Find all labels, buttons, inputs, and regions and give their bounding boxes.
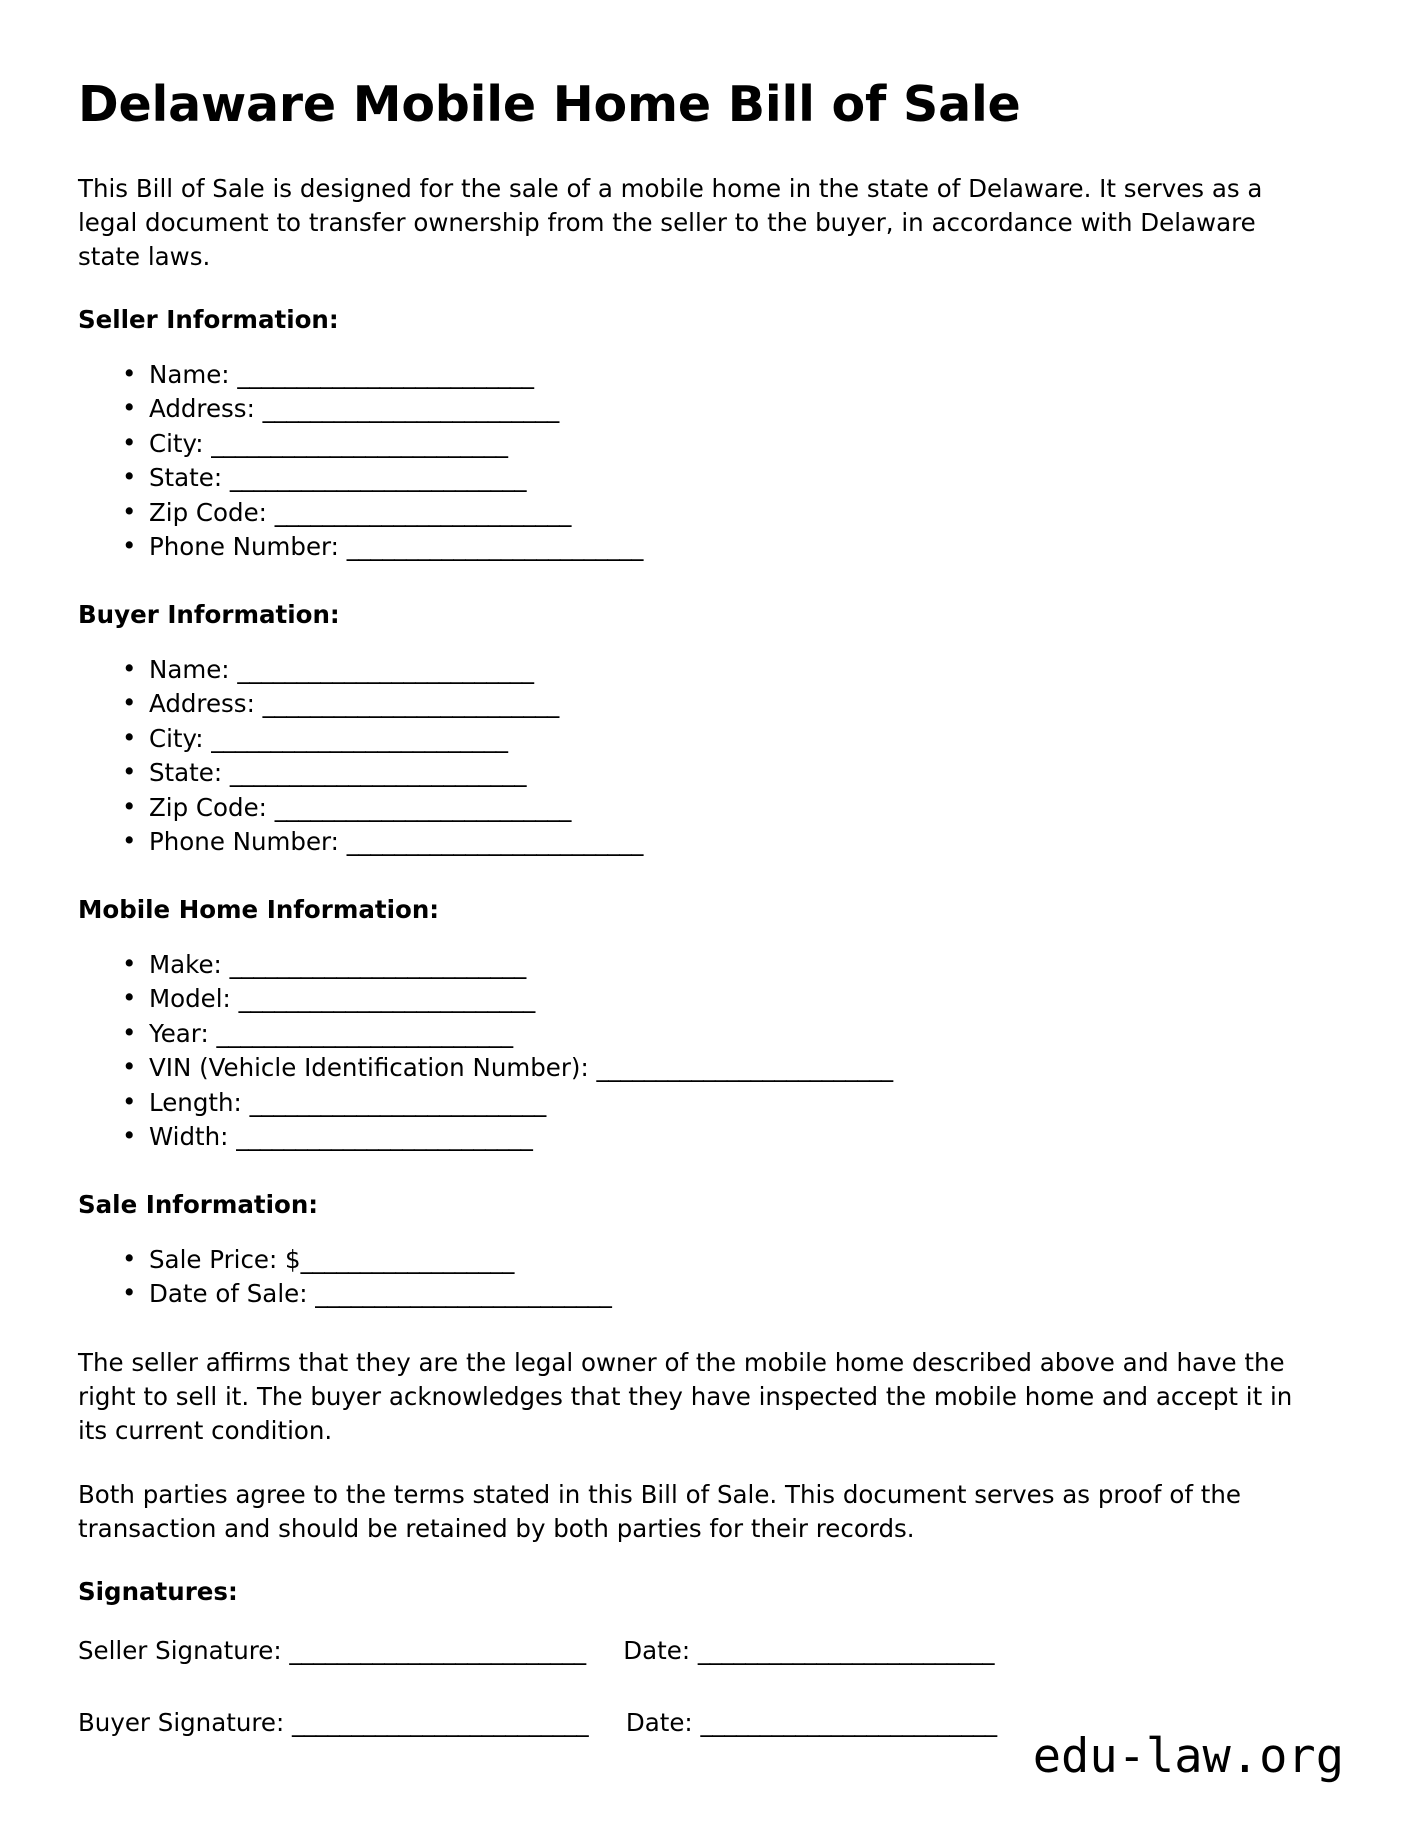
field-blank[interactable]: _________________________ bbox=[274, 792, 571, 822]
field-row bbox=[122, 530, 1308, 565]
mobile-home-field-list bbox=[78, 948, 1308, 1155]
field-label: Width: bbox=[149, 1122, 229, 1152]
field-blank[interactable]: _________________________ bbox=[346, 827, 643, 857]
field-label: State: bbox=[149, 758, 223, 788]
field-blank[interactable]: _________________________ bbox=[229, 758, 527, 788]
buyer-signature-label: Buyer Signature: bbox=[78, 1707, 285, 1737]
field-blank[interactable]: _________________________ bbox=[238, 984, 535, 1014]
field-row bbox=[122, 496, 1308, 531]
field-blank[interactable]: _________________________ bbox=[596, 1053, 893, 1083]
field-row bbox=[122, 392, 1308, 427]
field-blank[interactable]: _________________________ bbox=[229, 949, 526, 979]
field-blank[interactable]: _________________________ bbox=[346, 532, 643, 562]
signatures-heading: Signatures: bbox=[78, 1576, 238, 1606]
field-row bbox=[122, 1051, 1308, 1086]
field-label: Address: bbox=[149, 689, 255, 719]
field-label: City: bbox=[149, 428, 204, 458]
signature-block bbox=[78, 1634, 1308, 1740]
field-blank[interactable]: __________________ bbox=[300, 1244, 514, 1274]
field-row bbox=[122, 358, 1308, 393]
field-row bbox=[122, 722, 1308, 757]
seller-information-heading: Seller Information: bbox=[78, 304, 339, 334]
seller-affirmation-paragraph: The seller affirms that they are the legal owner of the mobile home described above and have the right to sell it. The buyer acknowledges that they have inspected the mobile home and accept it in its current condition. bbox=[78, 1347, 1293, 1445]
field-row bbox=[122, 1277, 1308, 1312]
field-blank[interactable]: _________________________ bbox=[211, 723, 508, 753]
mobile-home-information-heading: Mobile Home Information: bbox=[78, 894, 440, 924]
field-row bbox=[122, 1120, 1308, 1155]
field-row bbox=[122, 982, 1308, 1017]
seller-signature-label: Seller Signature: bbox=[78, 1635, 282, 1665]
field-label: Sale Price: $ bbox=[149, 1244, 301, 1274]
field-label: State: bbox=[149, 463, 223, 493]
field-row bbox=[122, 1017, 1308, 1052]
field-blank[interactable]: _________________________ bbox=[229, 463, 527, 493]
field-label: Address: bbox=[149, 394, 255, 424]
intro-paragraph: This Bill of Sale is designed for the sale of a mobile home in the state of Delaware. It serves as a legal document to transfer ownership from the seller to the buyer, in accordance with Delaware state laws. bbox=[78, 173, 1263, 271]
field-blank[interactable]: _________________________ bbox=[236, 1122, 533, 1152]
field-label: Zip Code: bbox=[149, 792, 267, 822]
field-blank[interactable]: _________________________ bbox=[237, 359, 534, 389]
field-blank[interactable]: _________________________ bbox=[315, 1279, 612, 1309]
page-title: Delaware Mobile Home Bill of Sale bbox=[78, 76, 1021, 133]
field-row bbox=[122, 653, 1308, 688]
field-label: Phone Number: bbox=[149, 827, 339, 857]
field-blank[interactable]: _________________________ bbox=[262, 394, 559, 424]
buyer-information-heading: Buyer Information: bbox=[78, 599, 340, 629]
buyer-field-list bbox=[78, 653, 1308, 860]
seller-field-list bbox=[78, 358, 1308, 565]
field-label: Phone Number: bbox=[149, 532, 339, 562]
field-row bbox=[122, 1086, 1308, 1121]
field-row bbox=[122, 756, 1308, 791]
field-row bbox=[122, 427, 1308, 462]
field-blank[interactable]: _________________________ bbox=[274, 497, 571, 527]
seller-date-blank[interactable]: _________________________ bbox=[697, 1635, 995, 1665]
field-label: Year: bbox=[149, 1018, 209, 1048]
field-blank[interactable]: _________________________ bbox=[262, 689, 559, 719]
field-row bbox=[122, 687, 1308, 722]
sale-information-heading: Sale Information: bbox=[78, 1189, 319, 1219]
field-label: Zip Code: bbox=[149, 497, 267, 527]
sale-field-list bbox=[78, 1243, 1308, 1312]
seller-date-label: Date: bbox=[623, 1635, 691, 1665]
buyer-date-label: Date: bbox=[625, 1707, 693, 1737]
field-label: City: bbox=[149, 723, 204, 753]
field-blank[interactable]: _________________________ bbox=[211, 428, 508, 458]
site-watermark: edu-law.org bbox=[1032, 1729, 1344, 1784]
field-blank[interactable]: _________________________ bbox=[249, 1087, 546, 1117]
field-row bbox=[122, 825, 1308, 860]
field-label: Make: bbox=[149, 949, 222, 979]
field-row bbox=[122, 1243, 1308, 1278]
seller-signature-row bbox=[78, 1634, 1308, 1668]
field-label: Date of Sale: bbox=[149, 1279, 308, 1309]
field-row bbox=[122, 948, 1308, 983]
field-blank[interactable]: _________________________ bbox=[216, 1018, 513, 1048]
field-label: Length: bbox=[149, 1087, 242, 1117]
field-label: VIN (Vehicle Identification Number): bbox=[149, 1053, 589, 1083]
buyer-date-blank[interactable]: _________________________ bbox=[700, 1707, 997, 1737]
field-row bbox=[122, 791, 1308, 826]
field-label: Name: bbox=[149, 654, 230, 684]
buyer-signature-blank[interactable]: _________________________ bbox=[292, 1707, 589, 1737]
agreement-paragraph: Both parties agree to the terms stated in this Bill of Sale. This document serves as proof of the transaction and should be retained by both parties for their records. bbox=[78, 1479, 1241, 1543]
seller-signature-blank[interactable]: _________________________ bbox=[289, 1635, 586, 1665]
field-row bbox=[122, 461, 1308, 496]
field-label: Model: bbox=[149, 984, 231, 1014]
field-label: Name: bbox=[149, 359, 230, 389]
field-blank[interactable]: _________________________ bbox=[237, 654, 534, 684]
